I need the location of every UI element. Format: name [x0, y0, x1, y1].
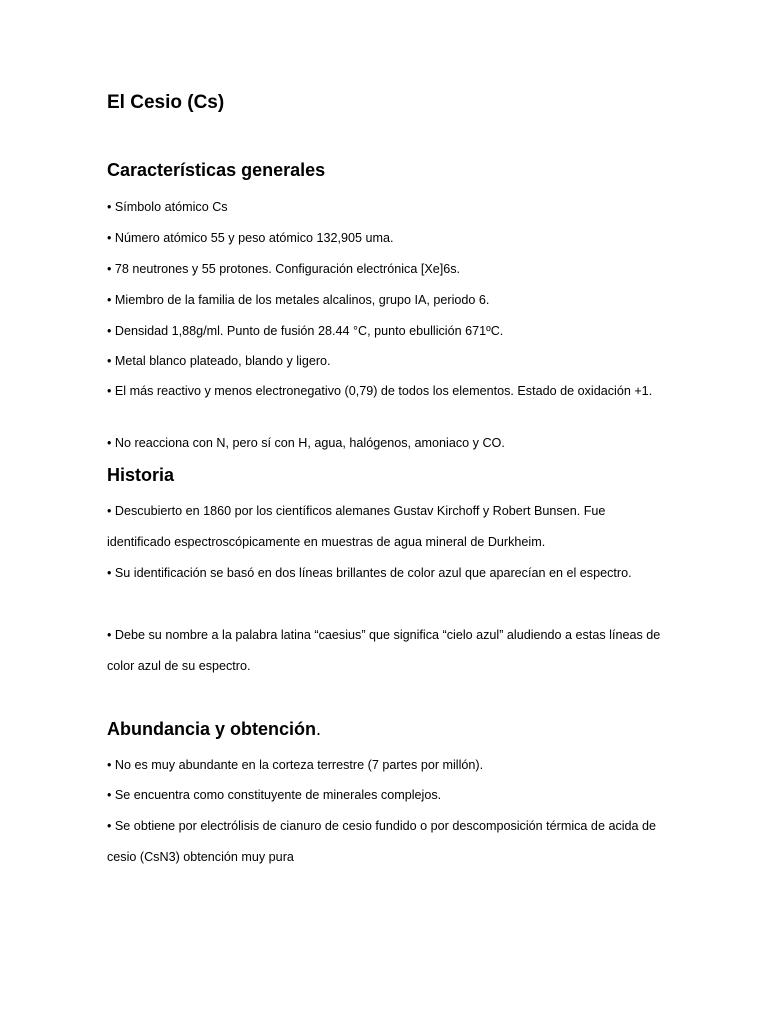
section-heading-text: Historia [107, 465, 175, 485]
document-title: El Cesio (Cs) [107, 92, 225, 113]
section-heading-caracteristicas [107, 160, 325, 181]
list-item: • El más reactivo y menos electronegativo (0,79) de todos los elementos. Estado de oxidación +1. [107, 384, 653, 398]
list-item: • Densidad 1,88g/ml. Punto de fusión 28.44 °C, punto ebullición 671ºC. [107, 324, 504, 338]
list-item: • Descubierto en 1860 por los científicos alemanes Gustav Kirchoff y Robert Bunsen. Fue identificado espectroscópicamente en muestras de agua mineral de Durkheim. [107, 504, 606, 549]
list-item: • Metal blanco plateado, blando y ligero. [107, 354, 331, 368]
list-item: • Número atómico 55 y peso atómico 132,905 uma. [107, 231, 394, 245]
list-item: • Debe su nombre a la palabra latina “caesius” que significa “cielo azul” aludiendo a estas líneas de color azul de su espectro. [107, 628, 661, 673]
list-item: • No es muy abundante en la corteza terrestre (7 partes por millón). [107, 758, 484, 772]
section-heading-historia [107, 465, 174, 486]
list-item: • No reacciona con N, pero sí con H, agua, halógenos, amoniaco y CO. [107, 436, 505, 450]
list-item: • Se obtiene por electrólisis de cianuro de cesio fundido o por descomposición térmica de acida de cesio (CsN3) obtención muy pura [107, 819, 657, 864]
list-item: • 78 neutrones y 55 protones. Configuración electrónica [Xe]6s. [107, 262, 461, 276]
section-heading-abundancia [107, 719, 321, 740]
section-heading-text: Abundancia y obtención [107, 719, 317, 739]
section-heading-text: Características generales [107, 160, 326, 180]
list-item: • Se encuentra como constituyente de minerales complejos. [107, 788, 442, 802]
list-item: • Miembro de la familia de los metales alcalinos, grupo IA, periodo 6. [107, 293, 490, 307]
list-item: • Su identificación se basó en dos líneas brillantes de color azul que aparecían en el espectro. [107, 566, 632, 580]
section-heading-trail: . [316, 719, 322, 739]
list-item: • Símbolo atómico Cs [107, 200, 228, 214]
